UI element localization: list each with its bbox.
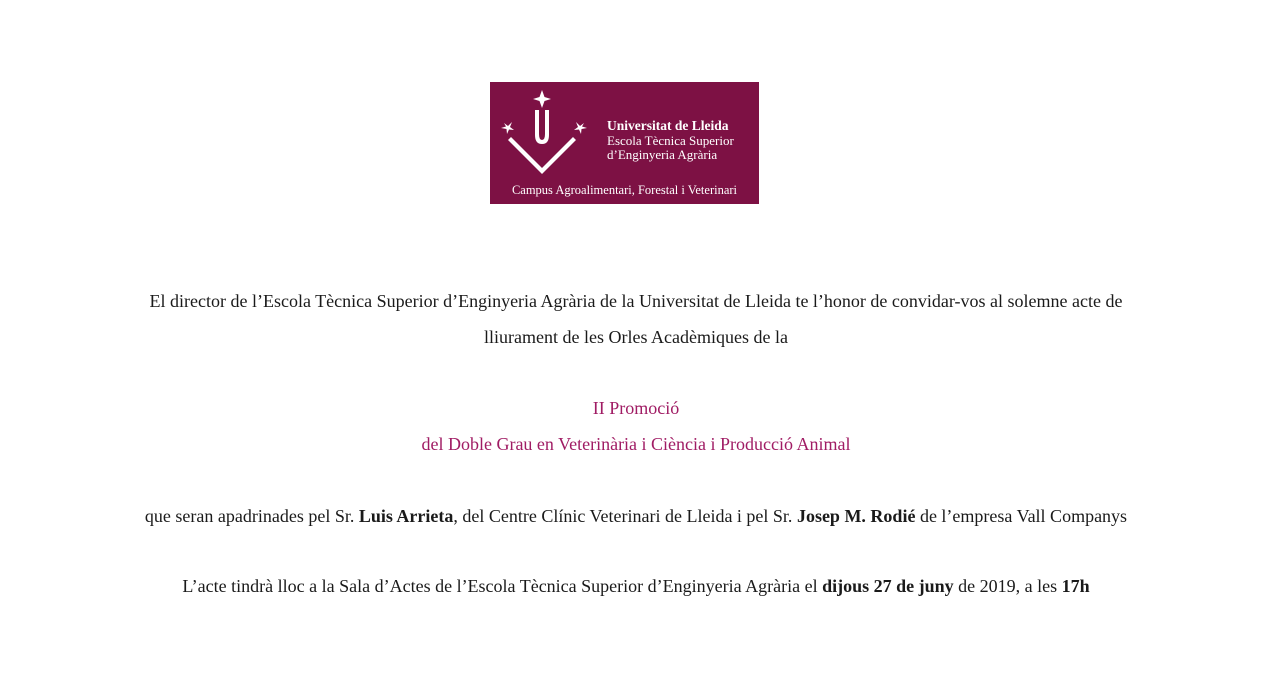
event-date: dijous 27 de juny — [822, 576, 954, 596]
sponsors-prefix: que seran apadrinades pel Sr. — [144, 506, 359, 526]
event-time: 17h — [1061, 576, 1090, 596]
university-logo — [490, 82, 759, 204]
sponsors-middle: , del Centre Clínic Veterinari de Lleida i pel Sr. — [453, 506, 797, 526]
invitation-intro-line1: El director de l’Escola Tècnica Superior d’Enginyeria Agrària de la Universitat de Lleida te l’honor de convidar-vos al solemne acte de — [149, 291, 1123, 311]
sponsors-paragraph — [0, 498, 1272, 534]
logo-school-line1: Escola Tècnica Superior — [607, 133, 734, 148]
invitation-intro — [0, 283, 1272, 355]
logo-university-name: Universitat de Lleida — [607, 118, 729, 133]
sponsor1-name: Luis Arrieta — [358, 506, 454, 526]
promotion-degree: del Doble Grau en Veterinària i Ciència i Producció Animal — [421, 434, 851, 454]
sponsors-suffix: de l’empresa Vall Companys — [915, 506, 1128, 526]
promotion-title: II Promoció — [592, 398, 680, 418]
invitation-intro-line2: lliurament de les Orles Acadèmiques de la — [484, 327, 788, 347]
sponsor2-name: Josep M. Rodié — [796, 506, 916, 526]
logo-campus: Campus Agroalimentari, Forestal i Veterinari — [511, 183, 738, 197]
venue-middle: de 2019, a les — [953, 576, 1062, 596]
logo-school-line2: d’Enginyeria Agrària — [607, 147, 718, 162]
venue-paragraph — [0, 568, 1272, 604]
venue-prefix: L’acte tindrà lloc a la Sala d’Actes de l’Escola Tècnica Superior d’Enginyeria Agrària el — [182, 576, 823, 596]
